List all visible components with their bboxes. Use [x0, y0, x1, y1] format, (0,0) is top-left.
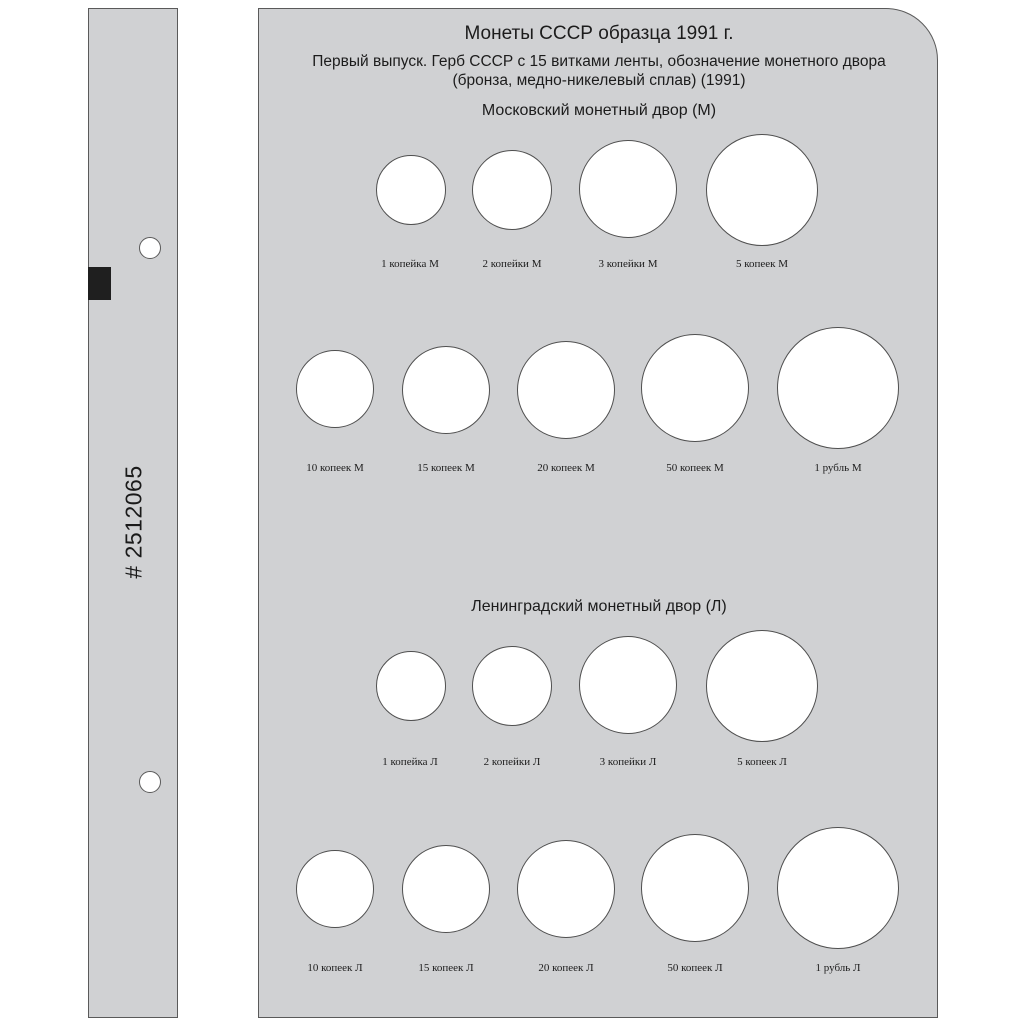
- coin-slot-5-kopecks-m[interactable]: [706, 134, 818, 246]
- coin-slot-3-kopecks-l[interactable]: [579, 636, 677, 734]
- coin-label: 20 копеек М: [537, 462, 595, 474]
- coin-label: 50 копеек М: [666, 462, 724, 474]
- coin-slot-1-ruble-l[interactable]: [777, 827, 899, 949]
- coin-label: 3 копейки Л: [599, 756, 657, 768]
- coin-slot-1-kopeck-l[interactable]: [376, 651, 446, 721]
- coin-label: 5 копеек Л: [737, 756, 787, 768]
- coin-slot-10-kopecks-l[interactable]: [296, 850, 374, 928]
- coin-slot-2-kopecks-l[interactable]: [472, 646, 552, 726]
- binder-strip: [88, 8, 178, 1018]
- coin-sheet: [258, 8, 938, 1018]
- coin-slot-2-kopecks-m[interactable]: [472, 150, 552, 230]
- coin-slot-20-kopecks-l[interactable]: [517, 840, 615, 938]
- coin-label: 10 копеек Л: [307, 962, 363, 974]
- coin-slot-10-kopecks-m[interactable]: [296, 350, 374, 428]
- coin-slot-3-kopecks-m[interactable]: [579, 140, 677, 238]
- coin-label: 5 копеек М: [735, 258, 789, 270]
- strip-marker: [88, 267, 111, 300]
- coin-label: 20 копеек Л: [538, 962, 594, 974]
- coin-slot-1-ruble-m[interactable]: [777, 327, 899, 449]
- coin-label: 1 копейка М: [381, 258, 439, 270]
- coin-label: 15 копеек Л: [418, 962, 474, 974]
- coin-slot-1-kopeck-m[interactable]: [376, 155, 446, 225]
- coin-label: 3 копейки М: [598, 258, 658, 270]
- coin-label: 2 копейки М: [482, 258, 542, 270]
- coin-slot-15-kopecks-m[interactable]: [402, 346, 490, 434]
- sheet-title: Монеты СССР образца 1991 г.: [464, 23, 734, 44]
- punch-hole-bottom: [139, 771, 161, 793]
- coin-label: 10 копеек М: [306, 462, 364, 474]
- coin-slot-50-kopecks-m[interactable]: [641, 334, 749, 442]
- coin-label: 1 рубль Л: [815, 962, 861, 974]
- coin-label: 15 копеек М: [417, 462, 475, 474]
- coin-slot-50-kopecks-l[interactable]: [641, 834, 749, 942]
- coin-slot-5-kopecks-l[interactable]: [706, 630, 818, 742]
- sheet-subtitle-line1: Первый выпуск. Герб СССР с 15 витками ленты, обозначение монетного двора: [312, 53, 886, 70]
- moscow-mint-heading: Московский монетный двор (М): [481, 102, 717, 119]
- coin-slot-15-kopecks-l[interactable]: [402, 845, 490, 933]
- sheet-subtitle-line2: (бронза, медно-никелевый сплав) (1991): [452, 72, 746, 89]
- coin-slot-20-kopecks-m[interactable]: [517, 341, 615, 439]
- coin-label: 50 копеек Л: [667, 962, 723, 974]
- leningrad-mint-heading: Ленинградский монетный двор (Л): [471, 598, 727, 615]
- catalog-number: # 2512065: [120, 465, 147, 579]
- punch-hole-top: [139, 237, 161, 259]
- coin-label: 1 рубль М: [814, 462, 862, 474]
- coin-label: 1 копейка Л: [382, 756, 438, 768]
- coin-label: 2 копейки Л: [483, 756, 541, 768]
